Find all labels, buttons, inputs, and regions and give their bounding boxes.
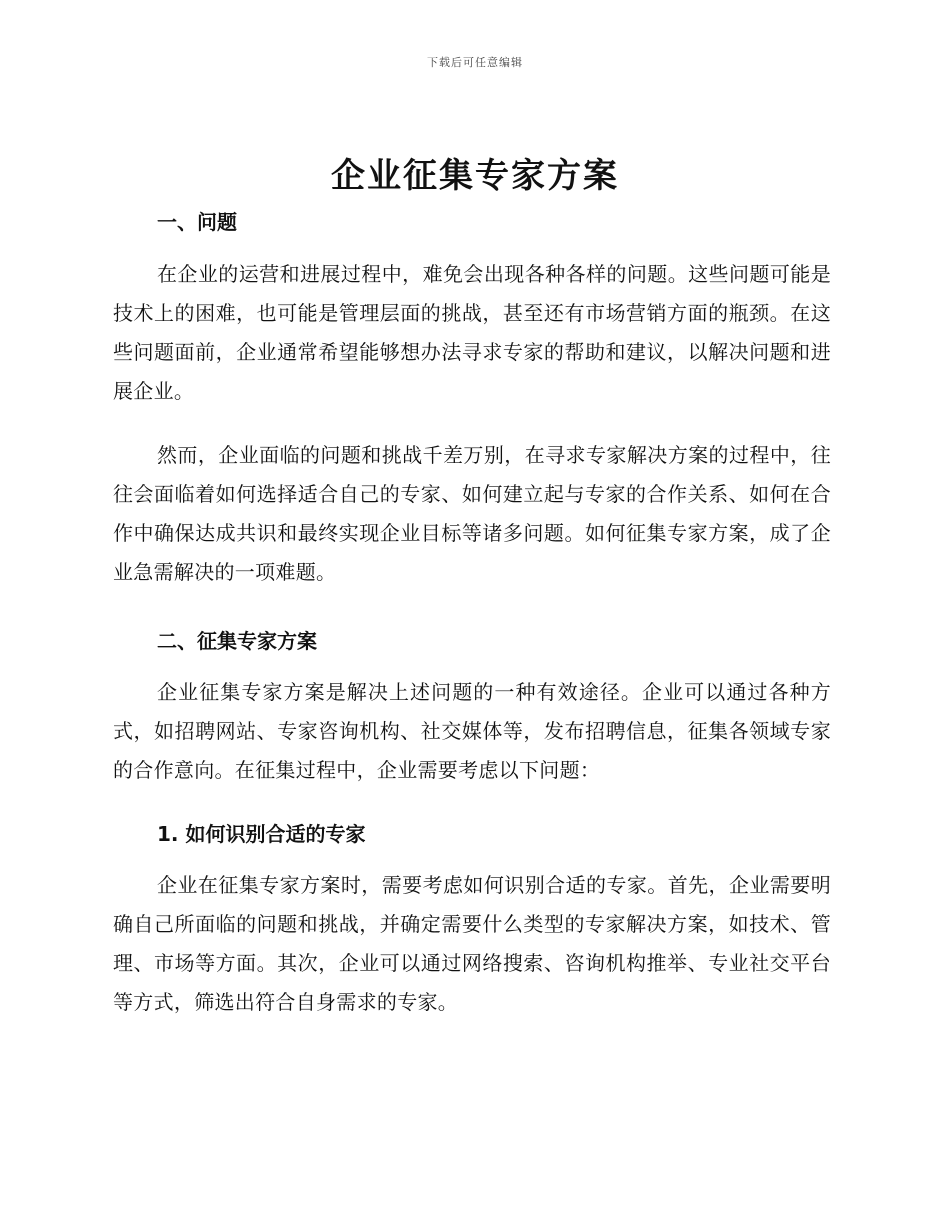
document-title: 企业征集专家方案 xyxy=(331,156,619,196)
paragraph-collect-plan-1: 企业征集专家方案是解决上述问题的一种有效途径。企业可以通过各种方式，如招聘网站、专家咨询机构、社交媒体等，发布招聘信息，征集各领域专家的合作意向。在征集过程中，企业需要考虑以下问题： xyxy=(113,680,831,782)
paragraph-identify-expert-1: 企业在征集专家方案时，需要考虑如何识别合适的专家。首先，企业需要明确自己所面临的问题和挑战，并确定需要什么类型的专家解决方案，如技术、管理、市场等方面。其次，企业可以通过网络搜索、咨询机构推举、专业社交平台等方式，筛选出符合自身需求的专家。 xyxy=(113,873,831,1014)
subsection-heading-identify-expert: 1. 如何识别合适的专家 xyxy=(157,822,366,846)
header-note: 下载后可任意编辑 xyxy=(427,56,523,69)
paragraph-problem-1: 在企业的运营和进展过程中，难免会出现各种各样的问题。这些问题可能是技术上的困难，也可能是管理层面的挑战，甚至还有市场营销方面的瓶颈。在这些问题面前，企业通常希望能够想办法寻求专家的帮助和建议，以解决问题和进展企业。 xyxy=(113,262,831,403)
section-heading-collect-plan: 二、征集专家方案 xyxy=(157,629,317,653)
section-heading-problem: 一、问题 xyxy=(157,210,237,234)
paragraph-problem-2: 然而，企业面临的问题和挑战千差万别，在寻求专家解决方案的过程中，往往会面临着如何选择适合自己的专家、如何建立起与专家的合作关系、如何在合作中确保达成共识和最终实现企业目标等诸多问题。如何征集专家方案，成了企业急需解决的一项难题。 xyxy=(113,443,831,584)
